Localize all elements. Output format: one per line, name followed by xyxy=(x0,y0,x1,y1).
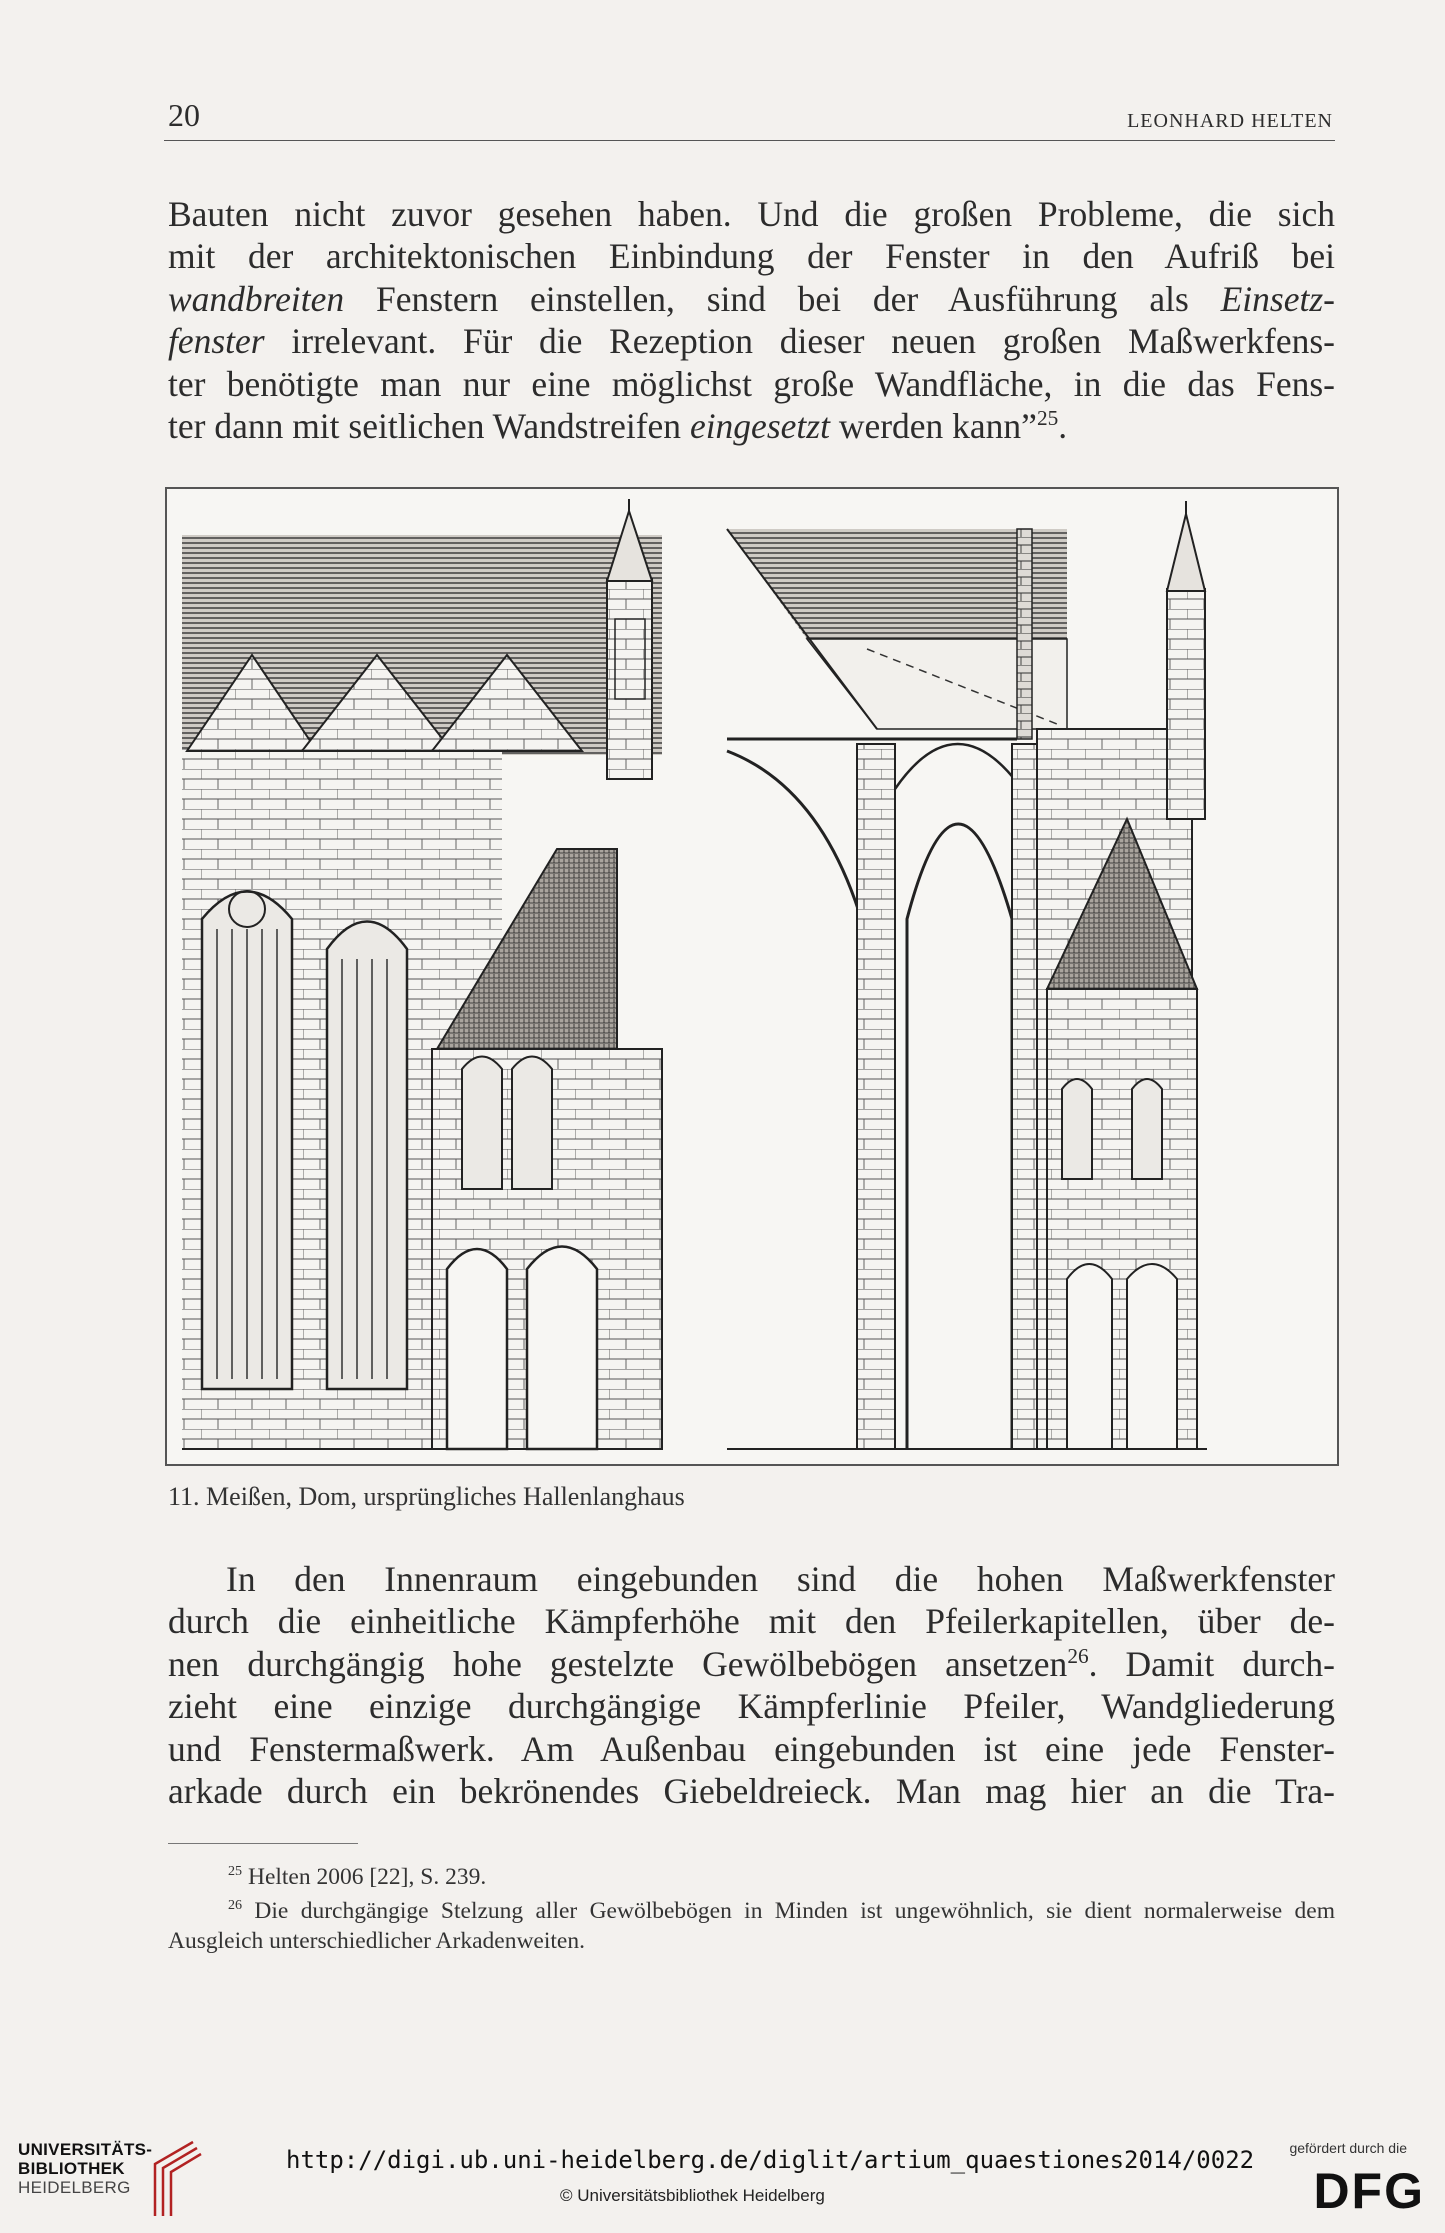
permalink[interactable]: http://digi.ub.uni-heidelberg.de/diglit/artium_quaestiones2014/0022 xyxy=(286,2146,1255,2174)
footer xyxy=(0,2120,1445,2233)
text-line: ter benötigte man nur eine möglichst große Wandfläche, in die das Fens- xyxy=(168,363,1335,404)
text-line: zieht eine einzige durchgängige Kämpferlinie Pfeiler, Wandgliederung xyxy=(168,1686,1335,1727)
copyright: © Universitätsbibliothek Heidelberg xyxy=(560,2186,825,2205)
text-run: . Damit durch- xyxy=(1088,1643,1335,1684)
footnote-25 xyxy=(168,1862,1335,1892)
library-name-line: BIBLIOTHEK xyxy=(18,2159,125,2178)
footnote-text: Die durchgängige Stelzung aller Gewölbebögen in Minden ist ungewöhnlich, sie dient normalerweise dem Ausgleich unterschiedlicher Arkadenweiten. xyxy=(168,1898,1335,1954)
text-line: Bauten nicht zuvor gesehen haben. Und die großen Probleme, die sich xyxy=(168,194,1335,234)
text-line: arkade durch ein bekrönendes Giebeldreieck. Man mag hier an die Tra- xyxy=(168,1771,1335,1812)
exterior-elevation xyxy=(182,499,662,1449)
footnote-number: 26 xyxy=(228,1897,243,1914)
library-name-line: HEIDELBERG xyxy=(18,2178,131,2197)
top-paragraph xyxy=(168,193,1335,447)
running-head: LEONHARD HELTEN xyxy=(1127,110,1333,132)
text-line: und Fenstermaßwerk. Am Außenbau eingebunden ist eine jede Fenster- xyxy=(168,1728,1335,1769)
footnote-text: Helten 2006 [22], S. 239. xyxy=(242,1864,487,1890)
figure-meissen-cathedral xyxy=(165,487,1339,1466)
dfg-logo[interactable]: DFG xyxy=(1313,2163,1425,2219)
text-run: Fenstern einstellen, sind bei der Ausführung als xyxy=(344,278,1221,319)
text-run: ter dann mit seitlichen Wandstreifen xyxy=(168,406,690,447)
footnotes xyxy=(168,1862,1335,1956)
text-line xyxy=(168,405,1335,447)
text-run: . xyxy=(1058,406,1068,447)
footnote-26 xyxy=(168,1896,1335,1956)
footnote-rule xyxy=(168,1843,358,1844)
text-line xyxy=(168,1643,1335,1685)
page-number: 20 xyxy=(168,97,200,133)
library-name-line: UNIVERSITÄTS- xyxy=(18,2140,153,2159)
architectural-drawing xyxy=(167,489,1337,1464)
library-logo[interactable] xyxy=(18,2140,152,2197)
text-line: durch die einheitliche Kämpferhöhe mit den Pfeilerkapitellen, über de- xyxy=(168,1601,1335,1642)
footnote-ref[interactable]: 25 xyxy=(1036,406,1059,431)
text-line: In den Innenraum eingebunden sind die hohen Maßwerkfenster xyxy=(226,1559,1335,1599)
header-rule xyxy=(164,140,1335,141)
second-paragraph xyxy=(168,1558,1335,1812)
text-line xyxy=(168,320,1335,362)
cross-section xyxy=(727,501,1207,1449)
text-run: werden kann” xyxy=(829,406,1037,447)
footnote-number: 25 xyxy=(228,1863,243,1880)
text-line xyxy=(168,278,1335,320)
library-emblem-icon xyxy=(145,2138,205,2218)
text-run: nen durchgängig hohe gestelzte Gewölbebögen ansetzen xyxy=(168,1643,1068,1684)
emphasis: fenster xyxy=(168,321,265,362)
figure-caption: 11. Meißen, Dom, ursprüngliches Hallenlanghaus xyxy=(168,1482,685,1511)
emphasis: Einsetz- xyxy=(1220,278,1335,319)
text-line: mit der architektonischen Einbindung der Fenster in den Aufriß bei xyxy=(168,236,1335,277)
text-run: irrelevant. Für die Rezeption dieser neuen großen Maßwerkfens- xyxy=(264,321,1335,362)
funding-note: gefördert durch die xyxy=(1289,2140,1407,2156)
emphasis: eingesetzt xyxy=(689,406,830,447)
emphasis: wandbreiten xyxy=(168,278,345,319)
footnote-ref[interactable]: 26 xyxy=(1067,1643,1089,1668)
